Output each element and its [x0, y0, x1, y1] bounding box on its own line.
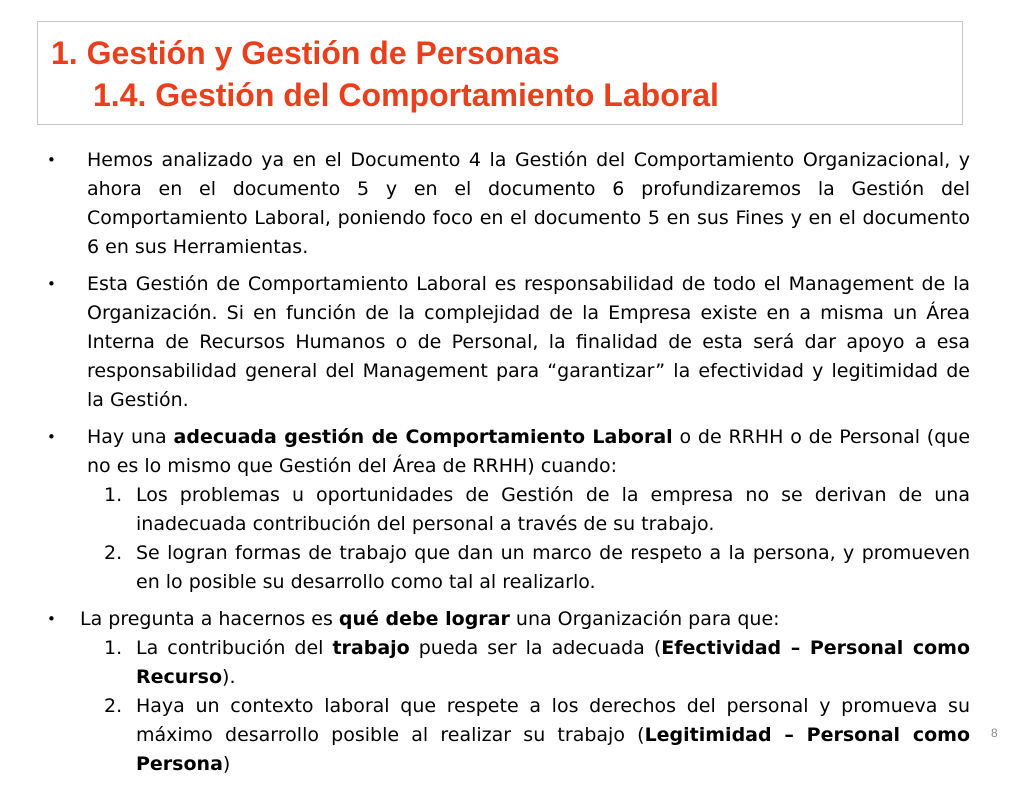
item-text: Los problemas u oportunidades de Gestión de la empresa no se derivan de una inadecuada contribución del personal a través de su trabajo.	[136, 484, 970, 535]
item-text-bold: Legitimidad – Personal como Persona	[136, 724, 970, 775]
slide-subtitle: 1.4. Gestión del Comportamiento Laboral	[93, 77, 719, 113]
item-text-part: )	[222, 753, 231, 775]
item-number: 1.	[104, 637, 123, 659]
bullet-text-bold: adecuada gestión de Comportamiento Laboral	[173, 426, 673, 448]
item-number: 1.	[104, 484, 123, 506]
item-text-part: Haya un contexto laboral que respete a los derechos del personal y promueva su máximo desarrollo posible al realizar su trabajo (	[136, 695, 970, 746]
bullet-text: Esta Gestión de Comportamiento Laboral es responsabilidad de todo el Management de la Organización. Si en función de la complejidad de la Empresa existe en a misma un Área Interna de Recursos Humanos o de Personal, la finalidad de esta será dar apoyo a esa responsabilidad general del Management para “garantizar” la efectividad y legitimidad de la Gestión.	[87, 273, 970, 411]
item-text	[136, 695, 970, 775]
item-number: 2.	[104, 695, 123, 717]
bullet-icon: •	[47, 610, 56, 628]
bullet-item	[44, 423, 970, 597]
bullet-item	[44, 605, 970, 779]
page-number: 8	[991, 726, 998, 740]
bullet-text-part: o de RRHH o de Personal (que no es lo mismo que Gestión del Área de RRHH) cuando:	[87, 426, 971, 477]
bullet-text-part: La pregunta a hacernos es	[80, 608, 339, 630]
bullet-item	[44, 270, 970, 415]
bullet-text-part: Hay una	[87, 426, 174, 448]
slide-content	[44, 146, 970, 787]
numbered-item	[44, 481, 970, 539]
bullet-text-part: una Organización para que:	[509, 608, 780, 630]
bullet-text-bold: qué debe lograr	[338, 608, 510, 630]
bullet-text	[80, 605, 970, 634]
numbered-item	[44, 692, 970, 779]
bullet-text	[87, 423, 970, 481]
item-text-bold: trabajo	[332, 637, 410, 659]
item-text: Se logran formas de trabajo que dan un marco de respeto a la persona, y promueven en lo posible su desarrollo como tal al realizarlo.	[136, 542, 970, 593]
item-text-part: pueda ser la adecuada (	[409, 637, 662, 659]
item-text	[136, 637, 970, 688]
title-box	[37, 21, 963, 125]
item-text-bold: Efectividad – Personal como Recurso	[136, 637, 970, 688]
slide-title: 1. Gestión y Gestión de Personas	[51, 35, 560, 71]
bullet-icon: •	[47, 151, 56, 169]
bullet-item	[44, 146, 970, 262]
item-number: 2.	[104, 542, 123, 564]
bullet-text: Hemos analizado ya en el Documento 4 la Gestión del Comportamiento Organizacional, y ahora en el documento 5 y en el documento 6 profundizaremos la Gestión del Comportamiento Laboral, poniendo foco en el documento 5 en sus Fines y en el documento 6 en sus Herramientas.	[87, 149, 970, 258]
bullet-icon: •	[47, 275, 56, 293]
bullet-icon: •	[47, 428, 56, 446]
numbered-item	[44, 539, 970, 597]
item-text-part: La contribución del	[136, 637, 333, 659]
numbered-item	[44, 634, 970, 692]
item-text-part: ).	[222, 666, 236, 688]
